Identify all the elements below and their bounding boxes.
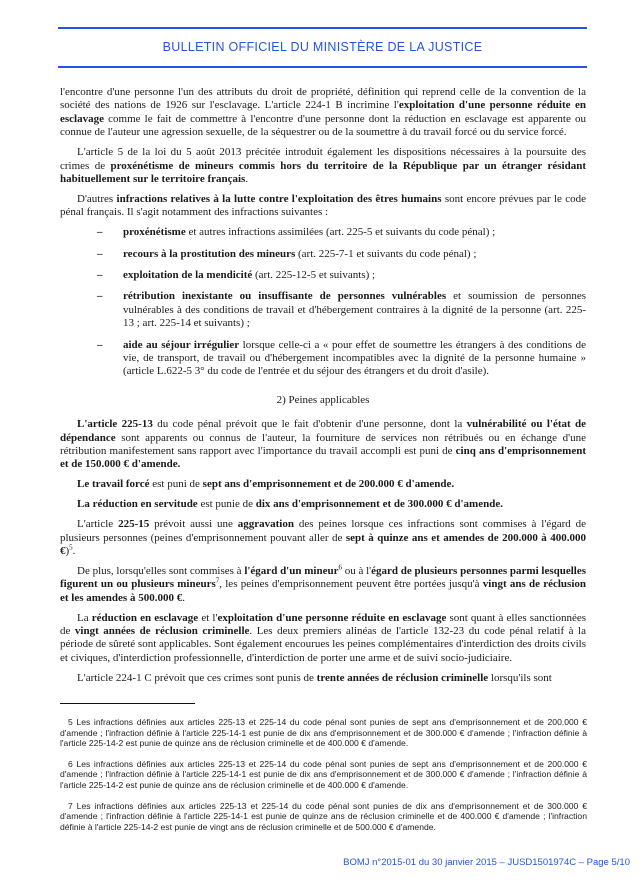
text-run: La	[77, 611, 92, 624]
bold-text-run: réduction en esclavage	[91, 611, 199, 624]
footnote: 5 Les infractions définies aux articles 225-13 et 225-14 du code pénal sont punies de sept ans d'emprisonnement et de 200.000 € d'amende ; l'infraction définie à l'article 225-14-1 est punie de dix ans d'emprisonnement et de 300.000 € d'amende ; l'infraction définie à l'article 225-14-2 est punie de quinze ans de réclusion criminelle et de 400.000 € d'amende.	[60, 717, 587, 749]
bullet-marker: –	[97, 268, 103, 281]
bold-text-run: infractions relatives à la lutte contre l'exploitation des êtres humains	[116, 192, 442, 205]
paragraph	[60, 146, 586, 186]
bold-text-run: égard de plusieurs personnes parmi lesquelles figurent un ou plusieurs mineurs	[60, 564, 587, 591]
paragraph	[60, 418, 586, 472]
text-run: . Les deux premiers alinéas de l'article 132-23 du code pénal relatif à la période de sûreté sont applicables. Sont également encourues les peines complémentaires d'interdiction des droits civils et civiques, d'interdiction professionnelle, d'interdiction de porter une arme et de suivi socio-judiciaire.	[60, 625, 586, 664]
text-run: comme le fait de commettre à l'encontre d'une personne dont la réduction en esclavage est apparente ou connue de l'auteur une agression sexuelle, de la séquestrer ou de la soumettre à du travail forcé ou du service forcé.	[60, 112, 586, 139]
bold-text-run: vingt ans de réclusion et les amendes à 500.000 €	[60, 578, 586, 604]
paragraph	[60, 518, 586, 558]
text-run: .	[182, 591, 185, 604]
text-run: lorsqu'ils sont	[488, 671, 552, 684]
text-run: prévoit aussi une	[149, 518, 238, 531]
text-run: ou à l'	[341, 564, 372, 577]
bold-text-run: sept ans d'emprisonnement et de 200.000 € d'amende.	[202, 478, 455, 491]
bulletin-title: BULLETIN OFFICIEL DU MINISTÈRE DE LA JUSTICE	[162, 40, 483, 54]
bold-text-run: aggravation	[237, 518, 294, 531]
paragraph	[60, 612, 586, 666]
bullet-marker: –	[97, 226, 103, 239]
text-run: (art. 225-12-5 et suivants) ;	[252, 268, 376, 281]
text-run: l'encontre d'une personne l'un des attributs du droit de propriété, définition qui reprend celle de la convention de la société des nations de 1926 sur l'esclavage. L'article 224-1 B incrimine l'	[60, 86, 586, 112]
bold-text-run: exploitation d'une personne réduite en esclavage	[60, 99, 586, 125]
bold-text-run: proxénétisme de mineurs commis hors du territoire de la République par un étranger résidant habituellement sur le territoire français	[60, 159, 586, 185]
text-run: L'article 224-1 C prévoit que ces crimes sont punis de	[77, 671, 317, 684]
bullet-marker: –	[97, 247, 103, 260]
bold-text-run: vingt années de réclusion criminelle	[74, 625, 250, 637]
text-run: sont encore prévues par le code pénal français. Il s'agit notamment des infractions suivantes :	[60, 192, 586, 219]
text-run: D'autres	[77, 192, 117, 205]
text-run: lorsque celle-ci a « pour effet de soumettre les étrangers à des conditions de vie, de transport, de travail ou d'hébergement incompatibles avec la dignité de la personne humaine » (article L.622-5 3° du code de l'entrée et du séjour des étrangers et du droit d'asile).	[123, 338, 586, 378]
bold-text-run: dix ans d'emprisonnement et de 300.000 € d'amende.	[255, 498, 503, 511]
footnote-ref: 6	[338, 563, 342, 572]
bullet-marker: –	[97, 290, 103, 303]
text-run: , les peines d'emprisonnement peuvent être portées jusqu'à	[219, 578, 483, 591]
paragraph	[60, 86, 586, 140]
bold-text-run: rétribution inexistante ou insuffisante de personnes vulnérables	[123, 290, 447, 303]
footnote-ref: 7	[215, 576, 220, 585]
document-body	[60, 86, 586, 692]
footnote-ref: 5	[69, 543, 73, 552]
bold-text-run: l'égard d'un mineur	[244, 564, 339, 577]
text-run: sont quant à elles sanctionnées de	[60, 611, 586, 637]
paragraph	[60, 193, 586, 220]
bullet-item	[60, 290, 586, 330]
paragraph	[60, 672, 586, 685]
text-run: et l'	[198, 611, 218, 624]
text-run: et soumission de personnes vulnérables à des conditions de travail et d'hébergement contraires à la dignité de la personne (art. 225-13 ; art. 225-14 et suivants) ;	[123, 290, 586, 330]
text-run: du code pénal prévoit que le fait d'obtenir d'une personne, dont la	[152, 418, 467, 431]
bold-text-run: sept à quinze ans et amendes de 200.000 à 400.000 €	[60, 531, 586, 557]
paragraph	[60, 498, 586, 511]
bold-text-run: Le travail forcé	[77, 478, 150, 491]
bullet-item	[60, 269, 586, 282]
footnote-separator	[60, 703, 195, 704]
text-run: L'article	[77, 518, 119, 531]
header-bottom-rule	[58, 66, 587, 68]
section-heading: 2) Peines applicables	[276, 393, 370, 406]
text-run: et autres infractions assimilées (art. 225-5 et suivants du code pénal) ;	[185, 226, 496, 239]
text-run: .	[72, 544, 76, 557]
text-run: est puni de	[149, 478, 203, 491]
bold-text-run: L'article 225-13	[77, 418, 153, 431]
footnotes	[60, 717, 587, 832]
text-run: )	[65, 544, 70, 557]
footnote-area	[60, 703, 587, 842]
bold-text-run: La réduction en servitude	[77, 498, 198, 511]
footnote: 6 Les infractions définies aux articles 225-13 et 225-14 du code pénal sont punies de sept ans d'emprisonnement et de 200.000 € d'amende ; l'infraction définie à l'article 225-14-1 est punie de dix ans d'emprisonnement et de 300.000 € d'amende ; l'infraction définie à l'article 225-14-2 est punie de quinze ans de réclusion criminelle et de 400.000 € d'amende.	[60, 758, 587, 790]
text-run: .	[245, 172, 249, 185]
text-run: des peines lorsque ces infractions sont commises à l'égard de plusieurs personnes (peines d'emprisonnement pouvant aller de	[60, 518, 587, 544]
paragraph	[60, 478, 586, 491]
footnote: 7 Les infractions définies aux articles 225-13 et 225-14 du code pénal sont punies de dix ans d'emprisonnement et de 300.000 € d'amende ; l'infraction définie à l'article 225-14-1 est punie de quinze ans de réclusion criminelle et de 400.000 € d'amende ; l'infraction définie à l'article 225-14-2 est punie de vingt ans de réclusion criminelle et de 500.000 € d'amende.	[60, 800, 587, 832]
page-header	[58, 27, 587, 68]
text-run: sont apparents ou connus de l'auteur, la fourniture de services non rétribués ou en échange d'une rétribution manifestement sans rapport avec l'importance du travail accompli est puni de	[60, 431, 586, 458]
page-footer-reference: BOMJ n°2015-01 du 30 janvier 2015 – JUSD1501974C – Page 5/10	[343, 857, 630, 868]
bold-text-run: recours à la prostitution des mineurs	[123, 247, 296, 260]
bold-text-run: trente années de réclusion criminelle	[316, 671, 489, 684]
bullet-item	[60, 226, 586, 239]
paragraph	[60, 565, 586, 605]
bullet-item	[60, 248, 586, 261]
text-run: L'article 5 de la loi du 5 août 2013 précitée introduit également les dispositions nécessaires à la poursuite des crimes de	[60, 146, 586, 172]
bold-text-run: vulnérabilité ou l'état de dépendance	[60, 418, 587, 444]
bold-text-run: cinq ans d'emprisonnement et de 150.000 € d'amende.	[60, 445, 586, 471]
bold-text-run: exploitation d'une personne réduite en esclavage	[217, 611, 447, 624]
bullet-marker: –	[97, 338, 103, 351]
bold-text-run: 225-15	[118, 518, 150, 531]
bold-text-run: exploitation de la mendicité	[123, 268, 253, 281]
bold-text-run: proxénétisme	[123, 226, 186, 239]
text-run: est punie de	[197, 498, 256, 511]
text-run: (art. 225-7-1 et suivants du code pénal) ;	[295, 247, 477, 260]
bullet-item	[60, 339, 586, 379]
bold-text-run: aide au séjour irrégulier	[123, 338, 240, 351]
text-run: De plus, lorsqu'elles sont commises à	[77, 564, 245, 577]
